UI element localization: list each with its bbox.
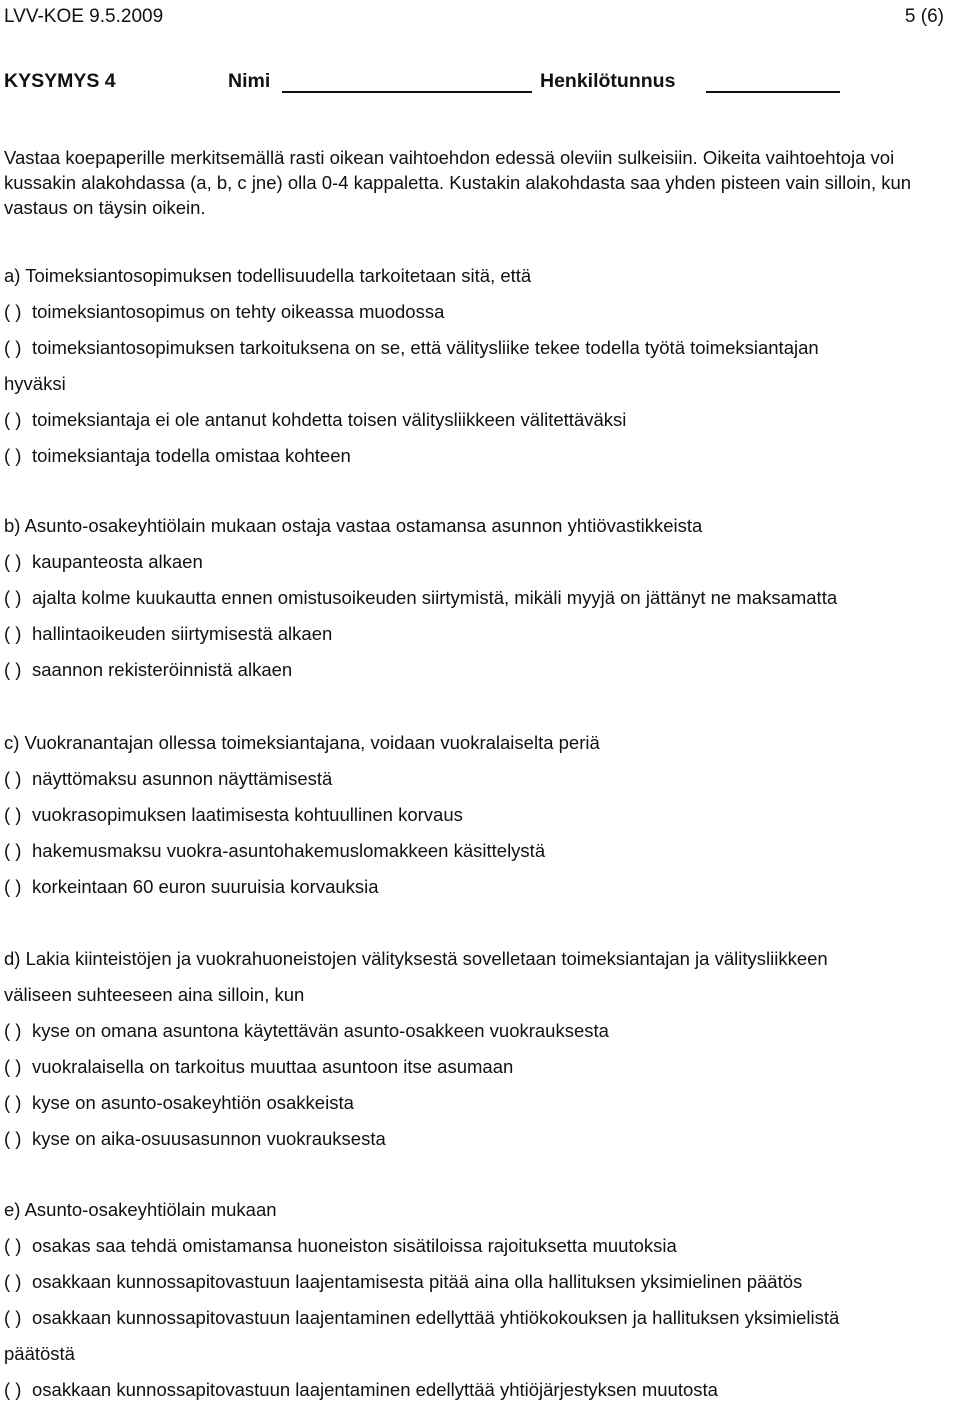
- checkbox[interactable]: ( ): [4, 1020, 22, 1041]
- section-b: [4, 508, 956, 688]
- section-a: [4, 258, 956, 474]
- checkbox[interactable]: ( ): [4, 337, 22, 358]
- option-b1[interactable]: ( ) kaupanteosta alkaen: [4, 544, 956, 580]
- option-d3[interactable]: ( ) kyse on asunto-osakeyhtiön osakkeista: [4, 1085, 956, 1121]
- option-a2[interactable]: ( ) toimeksiantosopimuksen tarkoituksena on se, että välitysliike tekee todella työtä toimeksiantajan: [4, 330, 956, 366]
- section-c: [4, 725, 956, 905]
- option-e3[interactable]: ( ) osakkaan kunnossapitovastuun laajentaminen edellyttää yhtiökokouksen ja hallituksen yksimielistä: [4, 1300, 956, 1336]
- exam-code: LVV-KOE 9.5.2009: [4, 6, 164, 27]
- option-a3[interactable]: ( ) toimeksiantaja ei ole antanut kohdetta toisen välitysliikkeen välitettäväksi: [4, 402, 956, 438]
- option-b4[interactable]: ( ) saannon rekisteröinnistä alkaen: [4, 652, 956, 688]
- checkbox[interactable]: ( ): [4, 587, 22, 608]
- checkbox[interactable]: ( ): [4, 1271, 22, 1292]
- option-d1[interactable]: ( ) kyse on omana asuntona käytettävän asunto-osakkeen vuokrauksesta: [4, 1013, 956, 1049]
- checkbox[interactable]: ( ): [4, 1092, 22, 1113]
- checkbox[interactable]: ( ): [4, 804, 22, 825]
- page-number: 5 (6): [904, 6, 944, 27]
- option-a4[interactable]: ( ) toimeksiantaja todella omistaa kohteen: [4, 438, 956, 474]
- question-number: KYSYMYS 4: [4, 70, 116, 92]
- option-c1[interactable]: ( ) näyttömaksu asunnon näyttämisestä: [4, 761, 956, 797]
- option-a2-continuation: hyväksi: [4, 373, 66, 394]
- checkbox[interactable]: ( ): [4, 1056, 22, 1077]
- question-e: e) Asunto-osakeyhtiölain mukaan: [4, 1199, 277, 1220]
- option-a1[interactable]: ( ) toimeksiantosopimus on tehty oikeassa muodossa: [4, 294, 956, 330]
- option-d2[interactable]: ( ) vuokralaisella on tarkoitus muuttaa asuntoon itse asumaan: [4, 1049, 956, 1085]
- checkbox[interactable]: ( ): [4, 409, 22, 430]
- option-e3-continuation: päätöstä: [4, 1343, 75, 1364]
- page-header: [4, 6, 944, 32]
- option-d4[interactable]: ( ) kyse on aika-osuusasunnon vuokrauksesta: [4, 1121, 956, 1157]
- question-d: d) Lakia kiinteistöjen ja vuokrahuoneistojen välityksestä sovelletaan toimeksiantajan ja välitysliikkeen: [4, 948, 828, 969]
- ssn-field-line[interactable]: [706, 91, 840, 93]
- checkbox[interactable]: ( ): [4, 1307, 22, 1328]
- checkbox[interactable]: ( ): [4, 301, 22, 322]
- checkbox[interactable]: ( ): [4, 1379, 22, 1400]
- option-c4[interactable]: ( ) korkeintaan 60 euron suuruisia korvauksia: [4, 869, 956, 905]
- option-e1[interactable]: ( ) osakas saa tehdä omistamansa huoneiston sisätiloissa rajoituksetta muutoksia: [4, 1228, 956, 1264]
- name-label: Nimi: [228, 70, 271, 92]
- option-c2[interactable]: ( ) vuokrasopimuksen laatimisesta kohtuullinen korvaus: [4, 797, 956, 833]
- checkbox[interactable]: ( ): [4, 659, 22, 680]
- ssn-label: Henkilötunnus: [540, 70, 676, 92]
- checkbox[interactable]: ( ): [4, 840, 22, 861]
- question-a: a) Toimeksiantosopimuksen todellisuudella tarkoitetaan sitä, että: [4, 265, 532, 286]
- checkbox[interactable]: ( ): [4, 1128, 22, 1149]
- option-c3[interactable]: ( ) hakemusmaksu vuokra-asuntohakemuslomakkeen käsittelystä: [4, 833, 956, 869]
- instructions: Vastaa koepaperille merkitsemällä rasti oikean vaihtoehdon edessä oleviin sulkeisiin. Oikeita vaihtoehtoja voi kussakin alakohdassa (a, b, c jne) olla 0-4 kappaletta. Kustakin alakohdasta saa yhden pisteen vain silloin, kun vastaus on täysin oikein.: [4, 147, 912, 218]
- name-field-line[interactable]: [282, 91, 532, 93]
- checkbox[interactable]: ( ): [4, 1235, 22, 1256]
- option-e2[interactable]: ( ) osakkaan kunnossapitovastuun laajentamisesta pitää aina olla hallituksen yksimielinen päätös: [4, 1264, 956, 1300]
- section-d: [4, 941, 956, 1157]
- option-e4[interactable]: ( ) osakkaan kunnossapitovastuun laajentaminen edellyttää yhtiöjärjestyksen muutosta: [4, 1372, 956, 1408]
- checkbox[interactable]: ( ): [4, 551, 22, 572]
- question-d-continuation: väliseen suhteeseen aina silloin, kun: [4, 984, 305, 1005]
- question-b: b) Asunto-osakeyhtiölain mukaan ostaja vastaa ostamansa asunnon yhtiövastikkeista: [4, 515, 703, 536]
- option-b3[interactable]: ( ) hallintaoikeuden siirtymisestä alkaen: [4, 616, 956, 652]
- question-c: c) Vuokranantajan ollessa toimeksiantajana, voidaan vuokralaiselta periä: [4, 732, 600, 753]
- checkbox[interactable]: ( ): [4, 768, 22, 789]
- checkbox[interactable]: ( ): [4, 876, 22, 897]
- option-b2[interactable]: ( ) ajalta kolme kuukautta ennen omistusoikeuden siirtymistä, mikäli myyjä on jättänyt ne maksamatta: [4, 580, 956, 616]
- section-e: [4, 1192, 956, 1408]
- checkbox[interactable]: ( ): [4, 623, 22, 644]
- checkbox[interactable]: ( ): [4, 445, 22, 466]
